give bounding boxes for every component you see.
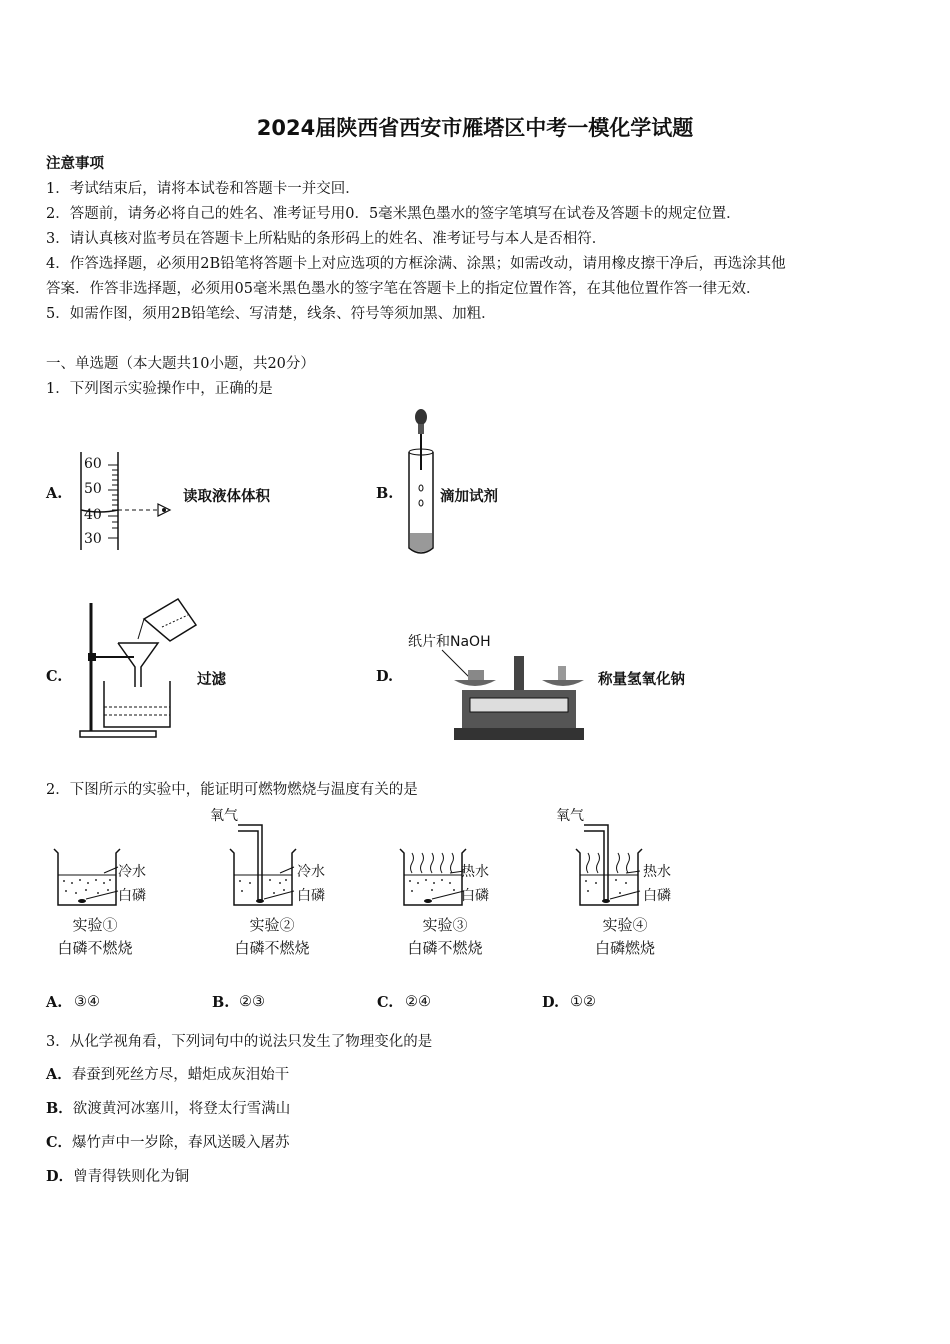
tick-label: 30: [84, 531, 102, 547]
q3-option-a: [46, 1063, 289, 1084]
q2-option-b-text: ②③: [239, 994, 265, 1010]
q1-option-a-label: A.: [46, 485, 63, 502]
experiment-solid-label: 白磷: [118, 888, 146, 904]
dropper-figure: [403, 408, 443, 558]
q1-option-c-text: 过滤: [197, 671, 226, 688]
experiment-water-label: 热水: [643, 864, 671, 880]
experiment-water-label: 冷水: [118, 864, 146, 880]
notice-item: 4．作答选择题，必须用2B铅笔将答题卡上对应选项的方框涂满、涂黑；如需改动，请用橡皮擦干净后，再选涂其他: [46, 256, 786, 272]
experiment-4-beaker: [574, 815, 654, 910]
q2-option-d-label: D.: [542, 994, 560, 1011]
experiment-solid-label: 白磷: [297, 888, 325, 904]
notice-item: 3．请认真核对监考员在答题卡上所粘贴的条形码上的姓名、准考证号与本人是否相符．: [46, 231, 607, 247]
experiment-result: 白磷不燃烧: [407, 939, 483, 957]
experiment-name: 实验①: [72, 916, 118, 934]
question-3-stem: 3．从化学视角看，下列词句中的说法只发生了物理变化的是: [46, 1034, 433, 1050]
q3-option-text: 曾青得铁则化为铜: [73, 1169, 190, 1185]
experiment-solid-label: 白磷: [461, 888, 489, 904]
question-1-stem: 1．下列图示实验操作中，正确的是: [46, 381, 273, 397]
q1-option-d-label: D.: [376, 668, 394, 685]
experiment-result: 白磷不燃烧: [57, 939, 133, 957]
q3-option-label: D．: [46, 1168, 74, 1185]
q1-option-c-label: C.: [46, 668, 63, 685]
balance-label: 纸片和NaOH: [408, 634, 491, 650]
filtration-figure: [78, 595, 203, 740]
oxygen-label: 氧气: [210, 808, 238, 824]
experiment-result: 白磷不燃烧: [234, 939, 310, 957]
q2-option-c-label: C.: [377, 994, 394, 1011]
experiment-3-beaker: [398, 845, 468, 910]
section-heading: 一、单选题（本大题共10小题，共20分）: [46, 356, 315, 372]
experiment-name: 实验④: [602, 916, 648, 934]
oxygen-label: 氧气: [556, 808, 584, 824]
q1-option-b-text: 滴加试剂: [440, 488, 498, 505]
q3-option-text: 春蚕到死丝方尽，蜡炬成灰泪始干: [71, 1067, 290, 1083]
experiment-water-label: 冷水: [297, 864, 325, 880]
q1-option-b-label: B.: [376, 485, 394, 502]
q1-option-d-text: 称量氢氧化钠: [598, 671, 685, 688]
tick-label: 60: [84, 456, 102, 472]
experiment-water-label: 热水: [461, 864, 489, 880]
q3-option-c: [46, 1131, 290, 1152]
q2-option-c-text: ②④: [405, 994, 431, 1010]
experiment-name: 实验②: [249, 916, 295, 934]
notice-item: 5．如需作图，须用2B铅笔绘、写清楚，线条、符号等须加黑、加粗．: [46, 306, 496, 322]
q3-option-b: [46, 1097, 290, 1118]
q2-option-a-text: ③④: [74, 994, 100, 1010]
notice-heading: 注意事项: [46, 155, 104, 172]
experiment-name: 实验③: [422, 916, 468, 934]
q3-option-label: C．: [46, 1134, 73, 1151]
experiment-solid-label: 白磷: [643, 888, 671, 904]
question-2-stem: 2．下图所示的实验中，能证明可燃物燃烧与温度有关的是: [46, 782, 418, 798]
q2-option-d-text: ①②: [570, 994, 596, 1010]
page-title: 2024届陕西省西安市雁塔区中考一模化学试题: [256, 116, 694, 140]
balance-figure: [440, 650, 600, 745]
q3-option-label: B．: [46, 1100, 73, 1117]
notice-item: 答案．作答非选择题，必须用05毫米黑色墨水的签字笔在答题卡上的指定位置作答，在其他位置作答一律无效．: [46, 281, 761, 297]
q1-option-a-text: 读取液体体积: [183, 488, 270, 505]
notice-item: 2．答题前，请务必将自己的姓名、准考证号用0．5毫米黑色墨水的签字笔填写在试卷及答题卡的规定位置．: [46, 206, 741, 222]
q2-option-b-label: B.: [212, 994, 230, 1011]
q3-option-text: 爆竹声中一岁除，春风送暖入屠苏: [72, 1135, 290, 1151]
q3-option-d: [46, 1165, 189, 1186]
q3-option-label: A．: [46, 1066, 72, 1083]
tick-label: 40: [84, 507, 102, 523]
tick-label: 50: [84, 481, 102, 497]
notice-item: 1．考试结束后，请将本试卷和答题卡一并交回．: [46, 181, 360, 197]
q2-option-a-label: A.: [46, 994, 63, 1011]
experiment-result: 白磷燃烧: [594, 939, 655, 957]
experiment-1-beaker: [52, 845, 122, 910]
experiment-2-beaker: [228, 815, 308, 910]
q3-option-text: 欲渡黄河冰塞川，将登太行雪满山: [72, 1101, 291, 1117]
